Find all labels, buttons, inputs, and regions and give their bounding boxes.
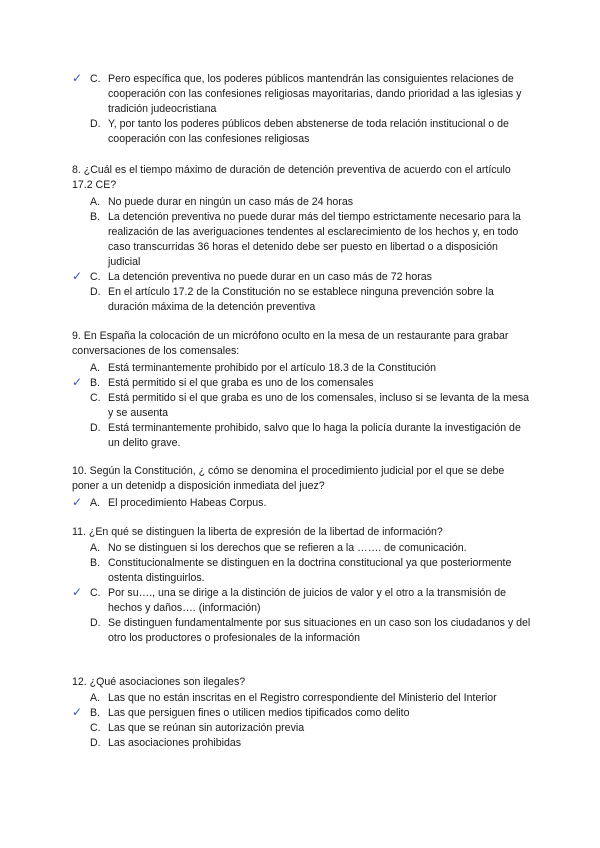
option-text: Está terminantemente prohibido por el artículo 18.3 de la Constitución: [108, 361, 437, 374]
option-letter: A.: [90, 542, 101, 555]
option-8b[interactable]: [72, 210, 532, 270]
option-letter: C.: [90, 587, 101, 600]
check-icon: ✓: [72, 374, 83, 389]
option-9b[interactable]: [72, 376, 532, 391]
option-7d[interactable]: [72, 117, 532, 147]
option-letter: C.: [90, 722, 101, 735]
option-letter: A.: [90, 692, 101, 705]
option-8d[interactable]: [72, 285, 532, 315]
question-text: 10. Según la Constitución, ¿ cómo se denomina el procedimiento judicial por el que se debe poner a un detenidp a disposición inmediata del juez?: [72, 465, 505, 493]
option-letter: D.: [90, 617, 101, 630]
question-8: [72, 163, 532, 315]
option-text: Las que persiguen fines o utilicen medios tipificados como delito: [108, 707, 410, 720]
check-icon: ✓: [72, 494, 83, 509]
option-7c[interactable]: [72, 72, 532, 117]
option-letter: D.: [90, 421, 101, 434]
option-11b[interactable]: [72, 556, 532, 586]
option-11d[interactable]: [72, 616, 532, 646]
option-11a[interactable]: [72, 541, 532, 556]
option-8c[interactable]: [72, 270, 532, 285]
option-text: Pero específica que, los poderes públicos mantendrán las consiguientes relaciones de cooperación con las confesiones religiosas mayoritarias, dando prioridad a las iglesias y tradición judeocristiana: [108, 73, 522, 115]
option-text: Constitucionalmente se distinguen en la doctrina constitucional ya que posteriormente ostenta distinguirlos.: [108, 557, 512, 585]
question-text: 8. ¿Cuál es el tiempo máximo de duración de detención preventiva de acuerdo con el artículo 17.2 CE?: [72, 164, 511, 192]
question-11: [72, 525, 532, 646]
question-10: [72, 464, 532, 511]
option-text: Las que se reúnan sin autorización previa: [108, 722, 305, 735]
option-letter: D.: [90, 285, 101, 298]
check-icon: ✓: [72, 71, 83, 85]
option-letter: D.: [90, 118, 101, 130]
option-text: No puede durar en ningún un caso más de 24 horas: [108, 195, 354, 208]
option-text: No se distinguen si los derechos que se refieren a la ……. de comunicación.: [108, 542, 467, 555]
option-text: La detención preventiva no puede durar más del tiempo estrictamente necesario para la realización de las averiguaciones tendentes al esclarecimiento de los hechos y, en todo caso transcurridas 36 horas el detenido debe ser puesto en libertad o a disposición judicial: [108, 210, 521, 268]
question-text: 9. En España la colocación de un micrófono oculto en la mesa de un restaurante para grabar conversaciones de los comensales:: [72, 330, 509, 358]
option-text: Las asociaciones prohibidas: [108, 737, 242, 750]
question-9: [72, 329, 532, 451]
option-letter: B.: [90, 707, 101, 720]
question-text: 12. ¿Qué asociaciones son ilegales?: [72, 676, 246, 688]
option-12d[interactable]: [72, 736, 532, 751]
check-icon: ✓: [72, 705, 83, 720]
option-8a[interactable]: [72, 195, 532, 210]
check-icon: ✓: [72, 585, 83, 600]
option-12a[interactable]: [72, 691, 532, 706]
option-9c[interactable]: [72, 391, 532, 421]
option-9a[interactable]: [72, 361, 532, 376]
option-text: Está terminantemente prohibido, salvo que lo haga la policía durante la investigación de un delito grave.: [108, 421, 521, 449]
option-letter: C.: [90, 391, 101, 404]
option-text: Está permitido si el que graba es uno de los comensales: [108, 376, 374, 389]
option-letter: C.: [90, 270, 101, 283]
option-letter: A.: [90, 195, 101, 208]
option-text: Por su…., una se dirige a la distinción de juicios de valor y el otro a la transmisión de hechos y daños…. (información): [108, 587, 507, 615]
option-text: La detención preventiva no puede durar en un caso más de 72 horas: [108, 270, 432, 283]
question-12: [72, 675, 532, 751]
option-text: Se distinguen fundamentalmente por sus situaciones en un caso son los ciudadanos y del otro los productores o profesionales de la información: [108, 617, 531, 645]
check-icon: ✓: [72, 268, 83, 283]
option-12b[interactable]: [72, 706, 532, 721]
option-11c[interactable]: [72, 586, 532, 616]
option-text: Está permitido si el que graba es uno de los comensales, incluso si se levanta de la mesa y se ausenta: [108, 391, 530, 419]
option-text: Y, por tanto los poderes públicos deben abstenerse de toda relación institucional o de cooperación con las confesiones religiosas: [108, 118, 509, 145]
option-letter: A.: [90, 496, 101, 509]
option-letter: B.: [90, 557, 101, 570]
option-text: Las que no están inscritas en el Registro correspondiente del Ministerio del Interior: [108, 692, 497, 705]
option-letter: C.: [90, 73, 101, 85]
option-letter: D.: [90, 737, 101, 750]
option-9d[interactable]: [72, 421, 532, 451]
option-letter: A.: [90, 361, 101, 374]
option-10a[interactable]: [72, 496, 532, 511]
option-12c[interactable]: [72, 721, 532, 736]
option-text: En el artículo 17.2 de la Constitución no se establece ninguna prevención sobre la duración máxima de la detención preventiva: [108, 285, 494, 313]
question-text: 11. ¿En qué se distinguen la liberta de expresión de la libertad de información?: [72, 526, 443, 538]
option-letter: B.: [90, 210, 101, 223]
question-7-fragment: [72, 72, 532, 147]
option-letter: B.: [90, 376, 101, 389]
option-text: El procedimiento Habeas Corpus.: [108, 496, 267, 509]
